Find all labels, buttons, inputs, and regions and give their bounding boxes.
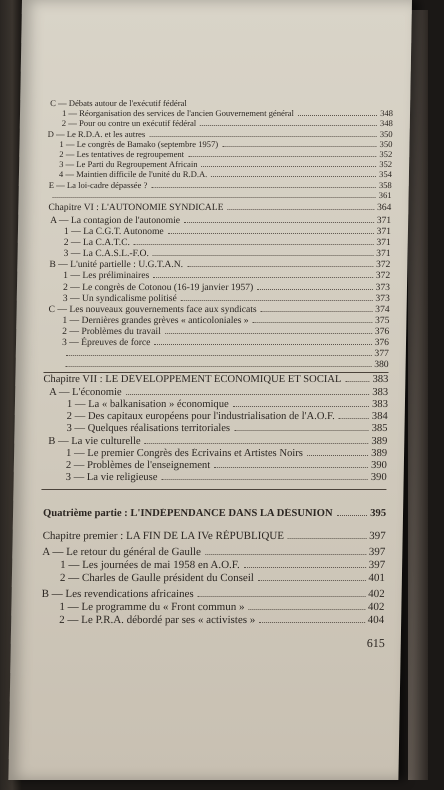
book-page — [8, 0, 412, 780]
toc-entry — [46, 226, 391, 237]
toc-entry — [44, 359, 389, 370]
toc-entry-text: Chapitre VII : LE DÉVELOPPEMENT ÉCONOMIQUE ET SOCIAL — [43, 374, 342, 385]
toc-entry-text: 2 — La C.A.T.C. — [63, 237, 131, 248]
toc-entry-page: 389 — [371, 448, 388, 459]
toc-entry-text: 1 — Les préliminaires — [63, 270, 150, 281]
toc-entry — [42, 436, 387, 447]
toc-entry — [44, 315, 389, 326]
toc-entry-text: 4 — Maintien difficile de l'unité du R.D.A. — [58, 169, 208, 179]
toc-part-heading — [41, 508, 386, 519]
toc-entry-text: 1 — La « balkanisation » économique — [66, 399, 229, 410]
toc-entry — [42, 472, 387, 483]
toc-entry-text: 1 — Le premier Congrès des Écrivains et Artistes Noirs — [65, 448, 304, 459]
toc-entry-page: 404 — [367, 614, 385, 626]
toc-entry — [42, 423, 387, 434]
toc-entry-page: 377 — [374, 348, 389, 359]
toc-chapter — [46, 202, 391, 213]
toc-entry-page: 364 — [376, 202, 392, 213]
toc-entry-text: A — La contagion de l'autonomie — [50, 215, 181, 226]
toc-entry-text: 2 — Problèmes de l'enseignement — [65, 460, 211, 471]
toc-entry-page: 348 — [379, 118, 393, 128]
toc-entry-page: 401 — [368, 572, 386, 584]
toc-entry-page: 373 — [375, 293, 390, 304]
page-number: 615 — [366, 636, 385, 650]
toc-entry-page: 352 — [379, 149, 393, 159]
toc-entry — [44, 348, 389, 359]
toc-entry — [40, 546, 385, 558]
toc-entry — [47, 190, 392, 200]
toc-entry — [40, 572, 385, 584]
toc-entry-page: 402 — [368, 588, 385, 600]
toc-entry — [40, 588, 385, 600]
toc-entry — [45, 248, 390, 259]
toc-entry-text: D — Le R.D.A. et les autres — [47, 129, 146, 139]
toc-entry-page: 389 — [371, 436, 388, 447]
toc-entry-text: 3 — La C.A.S.L.-F.O. — [63, 248, 149, 259]
toc-entry-page: 371 — [376, 248, 391, 259]
toc-entry — [39, 601, 384, 613]
toc-entry-page: 397 — [368, 559, 386, 571]
toc-entry-text: 2 — Les tentatives de regroupement — [59, 149, 185, 159]
toc-entry-text: 3 — Un syndicalisme politisé — [62, 293, 177, 304]
toc-entry-page: 372 — [375, 270, 391, 281]
section-divider — [43, 372, 388, 373]
toc-entry-text: 1 — Les journées de mai 1958 en A.O.F. — [60, 559, 240, 571]
toc-entry-text: 2 — Pour ou contre un exécutif fédéral — [61, 118, 197, 128]
toc-entry-text: 2 — Charles de Gaulle président du Conseil — [59, 572, 255, 584]
toc-entry-page: 402 — [367, 601, 385, 613]
toc-entry — [42, 448, 387, 459]
toc-entry — [47, 139, 392, 149]
toc-entry — [45, 259, 390, 270]
toc-entry — [40, 559, 385, 571]
toc-entry-text: 2 — Des capitaux européens pour l'industrialisation de l'A.O.F. — [66, 411, 335, 422]
toc-entry-page: 372 — [375, 259, 391, 270]
toc-entry-page: 371 — [376, 226, 392, 237]
toc-entry-text: B — La vie culturelle — [48, 436, 141, 447]
toc-entry — [46, 215, 391, 226]
toc-entry-page: 390 — [370, 460, 387, 471]
toc-entry-text: 3 — Le Parti du Regroupement Africain — [59, 159, 198, 169]
page-stack-edge — [408, 10, 428, 780]
toc-entry — [44, 326, 389, 337]
toc-chapter — [43, 374, 388, 385]
toc-entry-page: 384 — [371, 411, 388, 422]
toc-entry-page: 395 — [370, 508, 387, 519]
toc-entry-text: Quatrième partie : L'INDÉPENDANCE DANS LA DÉSUNION — [42, 508, 333, 519]
toc-entry — [42, 460, 387, 471]
toc-entry-page: 358 — [378, 180, 392, 190]
toc-entry-text: A — Le retour du général de Gaulle — [42, 546, 202, 558]
toc-entry-page: 374 — [375, 304, 390, 315]
toc-entry — [48, 129, 393, 139]
toc-chapter — [41, 530, 386, 542]
toc-entry-text: Chapitre premier : LA FIN DE LA IVe RÉPUBLIQUE — [42, 530, 285, 542]
section-divider — [41, 489, 386, 490]
toc-entry-page: 371 — [376, 215, 392, 226]
toc-entry-page: 376 — [374, 326, 390, 337]
toc-entry — [44, 337, 389, 348]
toc-entry-text: 2 — Le congrès de Cotonou (16-19 janvier 1957) — [62, 282, 254, 293]
toc-entry-page: 361 — [378, 190, 392, 200]
toc-entry-text: E — La loi-cadre dépassée ? — [48, 180, 148, 190]
toc-entry-text: 1 — Le programme du « Front commun » — [59, 601, 245, 613]
toc-entry-page: 350 — [379, 139, 393, 149]
toc-entry-page: 350 — [379, 129, 393, 139]
toc-entry — [45, 293, 390, 304]
toc-entry-page: 383 — [372, 387, 389, 398]
toc-entry — [39, 614, 384, 626]
toc-entry-page: 383 — [372, 374, 389, 385]
toc-entry-text: C — Les nouveaux gouvernements face aux syndicats — [48, 304, 257, 315]
toc-entry-page: 385 — [371, 423, 388, 434]
toc-entry-text: B — L'unité partielle : U.G.T.A.N. — [49, 259, 184, 270]
toc-entry-text: C — Débats autour de l'exécutif fédéral — [50, 98, 187, 108]
toc-entry-page: 380 — [374, 359, 389, 370]
toc-entry-page: 348 — [380, 108, 394, 118]
toc-entry-page: 397 — [368, 546, 386, 558]
toc-entry-page: 383 — [371, 399, 389, 410]
toc-entry-page: 371 — [376, 237, 391, 248]
toc-entry — [43, 399, 388, 410]
toc-entry — [45, 304, 390, 315]
toc-entry-text: 1 — La C.G.T. Autonome — [63, 226, 164, 237]
toc-entry — [46, 237, 391, 248]
toc-entry — [48, 98, 393, 108]
toc-entry — [45, 282, 390, 293]
toc-entry-text: A — L'économie — [49, 387, 122, 398]
toc-entry — [43, 387, 388, 398]
toc-entry-text: 1 — Dernières grandes grèves « anticoloniales » — [62, 315, 249, 326]
toc-entry — [47, 149, 392, 159]
toc-entry-page: 376 — [374, 337, 390, 348]
toc-entry-text: 1 — Le congrès de Bamako (septembre 1957) — [59, 139, 219, 149]
toc-entry-page: 375 — [374, 315, 390, 326]
toc-entry — [47, 169, 392, 179]
toc-entry — [45, 270, 390, 281]
toc-entry-text: 3 — Épreuves de force — [61, 337, 151, 348]
toc-entry-text: 1 — Réorganisation des services de l'ancien Gouvernement général — [61, 108, 295, 118]
toc-entry-page: 397 — [369, 530, 386, 542]
toc-entry-text: 2 — Le P.R.A. débordé par ses « activistes » — [59, 614, 256, 626]
toc-entry — [43, 411, 388, 422]
toc-entry — [47, 159, 392, 169]
toc-entry-text: 3 — La vie religieuse — [65, 472, 158, 483]
toc-entry-page: 354 — [378, 169, 393, 179]
toc-entry-text: 2 — Problèmes du travail — [62, 326, 161, 337]
toc-entry-text: B — Les revendications africaines — [41, 588, 194, 600]
toc-entry-text: 3 — Quelques réalisations territoriales — [66, 423, 231, 434]
toc-entry — [48, 108, 393, 118]
toc-entry-page: 373 — [375, 282, 391, 293]
toc-entry-page: 352 — [379, 159, 393, 169]
toc-entry-text: Chapitre VI : L'AUTONOMIE SYNDICALE — [48, 202, 224, 213]
toc-entry — [47, 180, 392, 190]
toc-entry-page: 390 — [370, 472, 387, 483]
toc-entry — [48, 118, 393, 128]
